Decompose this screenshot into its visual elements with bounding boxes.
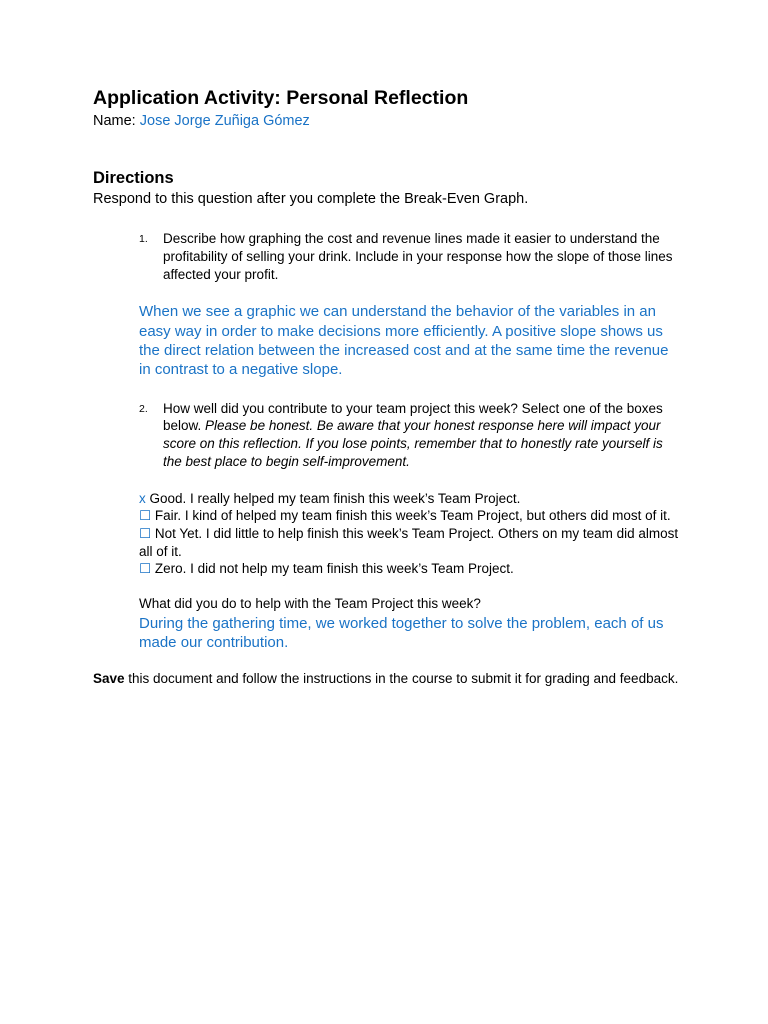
question-number: 1. [139, 233, 148, 245]
directions-text: Respond to this question after you complete the Break-Even Graph. [93, 191, 529, 207]
save-instructions [93, 670, 683, 688]
save-label: Save [93, 671, 125, 687]
contribution-options [139, 490, 683, 578]
selected-mark-icon[interactable]: x [139, 490, 146, 506]
checkbox-icon[interactable]: ☐ [139, 525, 152, 541]
option-fair[interactable] [139, 507, 683, 525]
question-text: Describe how graphing the cost and revenue lines made it easier to understand the profitability of selling your drink. Include in your response how the slope of those lines affected your profit. [163, 231, 673, 282]
name-line [93, 111, 683, 131]
answer-1: When we see a graphic we can understand the behavior of the variables in an easy way in order to make decisions more efficiently. A positive slope shows us the direct relation between the increased cost and at the same time the revenue in contrast to a negative slope. [139, 303, 669, 379]
checkbox-icon[interactable]: ☐ [139, 561, 152, 577]
option-label: Fair. I kind of helped my team finish this week’s Team Project, but others did most of it. [151, 508, 671, 524]
option-label: Not Yet. I did little to help finish this week’s Team Project. Others on my team did almost all of it. [139, 525, 679, 559]
option-good[interactable] [139, 490, 683, 508]
question-note: Please be honest. Be aware that your honest response here will impact your score on this reflection. If you lose points, remember that to honestly rate yourself is the best place to begin self-improvement. [163, 418, 663, 469]
followup-prompt: What did you do to help with the Team Project this week? [139, 595, 481, 611]
directions-heading: Directions [93, 169, 174, 187]
save-text: this document and follow the instructions in the course to submit it for grading and feedback. [124, 671, 679, 687]
option-label: Zero. I did not help my team finish this week’s Team Project. [151, 561, 514, 577]
checkbox-icon[interactable]: ☐ [139, 508, 152, 524]
question-text: How well did you contribute to your team project this week? Select one of the boxes below. [163, 400, 663, 434]
option-not-yet[interactable] [139, 525, 683, 560]
question-1 [139, 230, 683, 283]
question-number: 2. [139, 402, 148, 415]
followup-answer: During the gathering time, we worked together to solve the problem, each of us made our contribution. [139, 614, 664, 652]
document-page [93, 86, 683, 688]
student-name: Jose Jorge Zuñiga Gómez [139, 113, 310, 129]
document-title: Application Activity: Personal Reflection [93, 87, 469, 109]
question-2 [139, 400, 683, 471]
option-zero[interactable] [139, 560, 683, 578]
option-label: Good. I really helped my team finish this week’s Team Project. [145, 490, 521, 506]
name-label: Name: [93, 113, 140, 129]
